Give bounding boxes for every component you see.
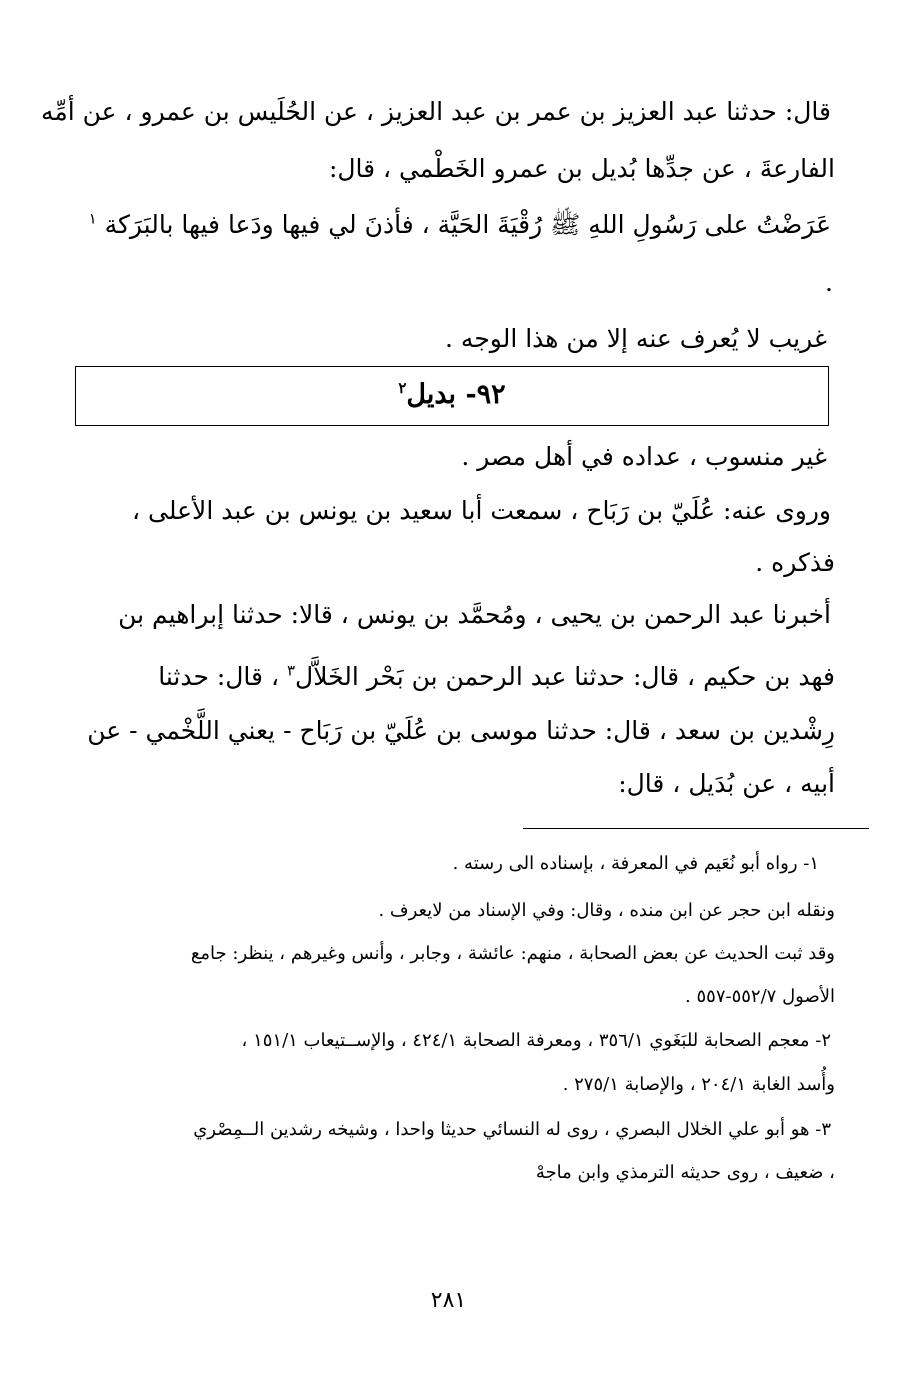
footnote-1-line-3: وقد ثبت الحديث عن بعض الصحابة ، منهم: عائشة ، وجابر ، وأنس وغيرهم ، ينظر: جامع [190, 943, 835, 964]
page-number: ٢٨١ [430, 1288, 467, 1313]
footnote-3-line-1: ٣- هو أبو علي الخلال البصري ، روى له النسائي حديثا واحدا ، وشيخه رشدين الــمِصْري [193, 1119, 831, 1140]
entry-line-1: غير منسوب ، عداده في أهل مصر . [461, 442, 827, 471]
entry-title-text: ٩٢- بديل [406, 379, 506, 410]
intro-line-1: قال: حدثنا عبد العزيز بن عمر بن عبد العزيز ، عن الحُلَيس بن عمرو ، عن أمِّه [40, 97, 831, 126]
footnote-3-line-2: ، ضعيف ، روى حديثه الترمذي وابن ماجهْ [535, 1162, 835, 1183]
footnote-1-line-4: الأصول ٥٥٢/٧-٥٥٧ . [685, 986, 835, 1007]
entry-line-4: أخبرنا عبد الرحمن بن يحيى ، ومُحمَّد بن يونس ، قالا: حدثنا إبراهيم بن [118, 600, 831, 629]
hadith-text-line [89, 208, 831, 242]
footnote-1-line-2: ونقله ابن حجر عن ابن منده ، وقال: وفي الإسناد من لايعرف . [378, 900, 835, 921]
footnote-marker-1: ١ [88, 209, 97, 228]
entry-line-3: فذكره . [755, 548, 835, 577]
entry-line-2: وروى عنه: عُلَيّ بن رَبَاح ، سمعت أبا سعيد بن يونس بن عبد الأعلى ، [132, 496, 831, 525]
entry-line-5-a: فهد بن حكيم ، قال: حدثنا عبد الرحمن بن بَحْر الخَلاَّل [295, 662, 835, 691]
entry-line-5-b: ، قال: حدثنا [158, 662, 287, 691]
footnote-2-line-2: وأُسد الغابة ٢٠٤/١ ، والإصابة ٢٧٥/١ . [562, 1074, 835, 1095]
intro-note: غريب لا يُعرف عنه إلا من هذا الوجه . [445, 324, 827, 353]
footnote-divider [523, 828, 869, 829]
footnote-marker-3: ٣ [286, 661, 296, 680]
footnote-2-line-1: ٢- معجم الصحابة للبَغَوي ٣٥٦/١ ، ومعرفة الصحابة ٤٢٤/١ ، والإســتيعاب ١٥١/١ ، [241, 1030, 831, 1051]
hadith-text: عَرَضْتُ على رَسُولِ اللهِ ﷺ رُقْيَةَ الحَيَّة ، فأذنَ لي فيها ودَعا فيها بالبَرَكة [104, 210, 831, 239]
entry-line-5 [158, 660, 835, 694]
entry-title-box [75, 366, 829, 426]
entry-line-6: رِشْدين بن سعد ، قال: حدثنا موسى بن عُلَيّ بن رَبَاح - يعني اللَّخْمي - عن [87, 716, 835, 745]
entry-line-7: أبيه ، عن بُدَيل ، قال: [618, 769, 835, 798]
entry-title [76, 379, 828, 410]
footnote-marker-2: ٢ [398, 379, 407, 397]
footnote-1-line-1: ١- رواه أبو نُعَيم في المعرفة ، بإسناده الى رسته . [452, 853, 819, 874]
intro-line-2: الفارعةَ ، عن جدِّها بُديل بن عمرو الخَطْمي ، قال: [328, 154, 835, 183]
hadith-end-dot: . [825, 268, 833, 297]
